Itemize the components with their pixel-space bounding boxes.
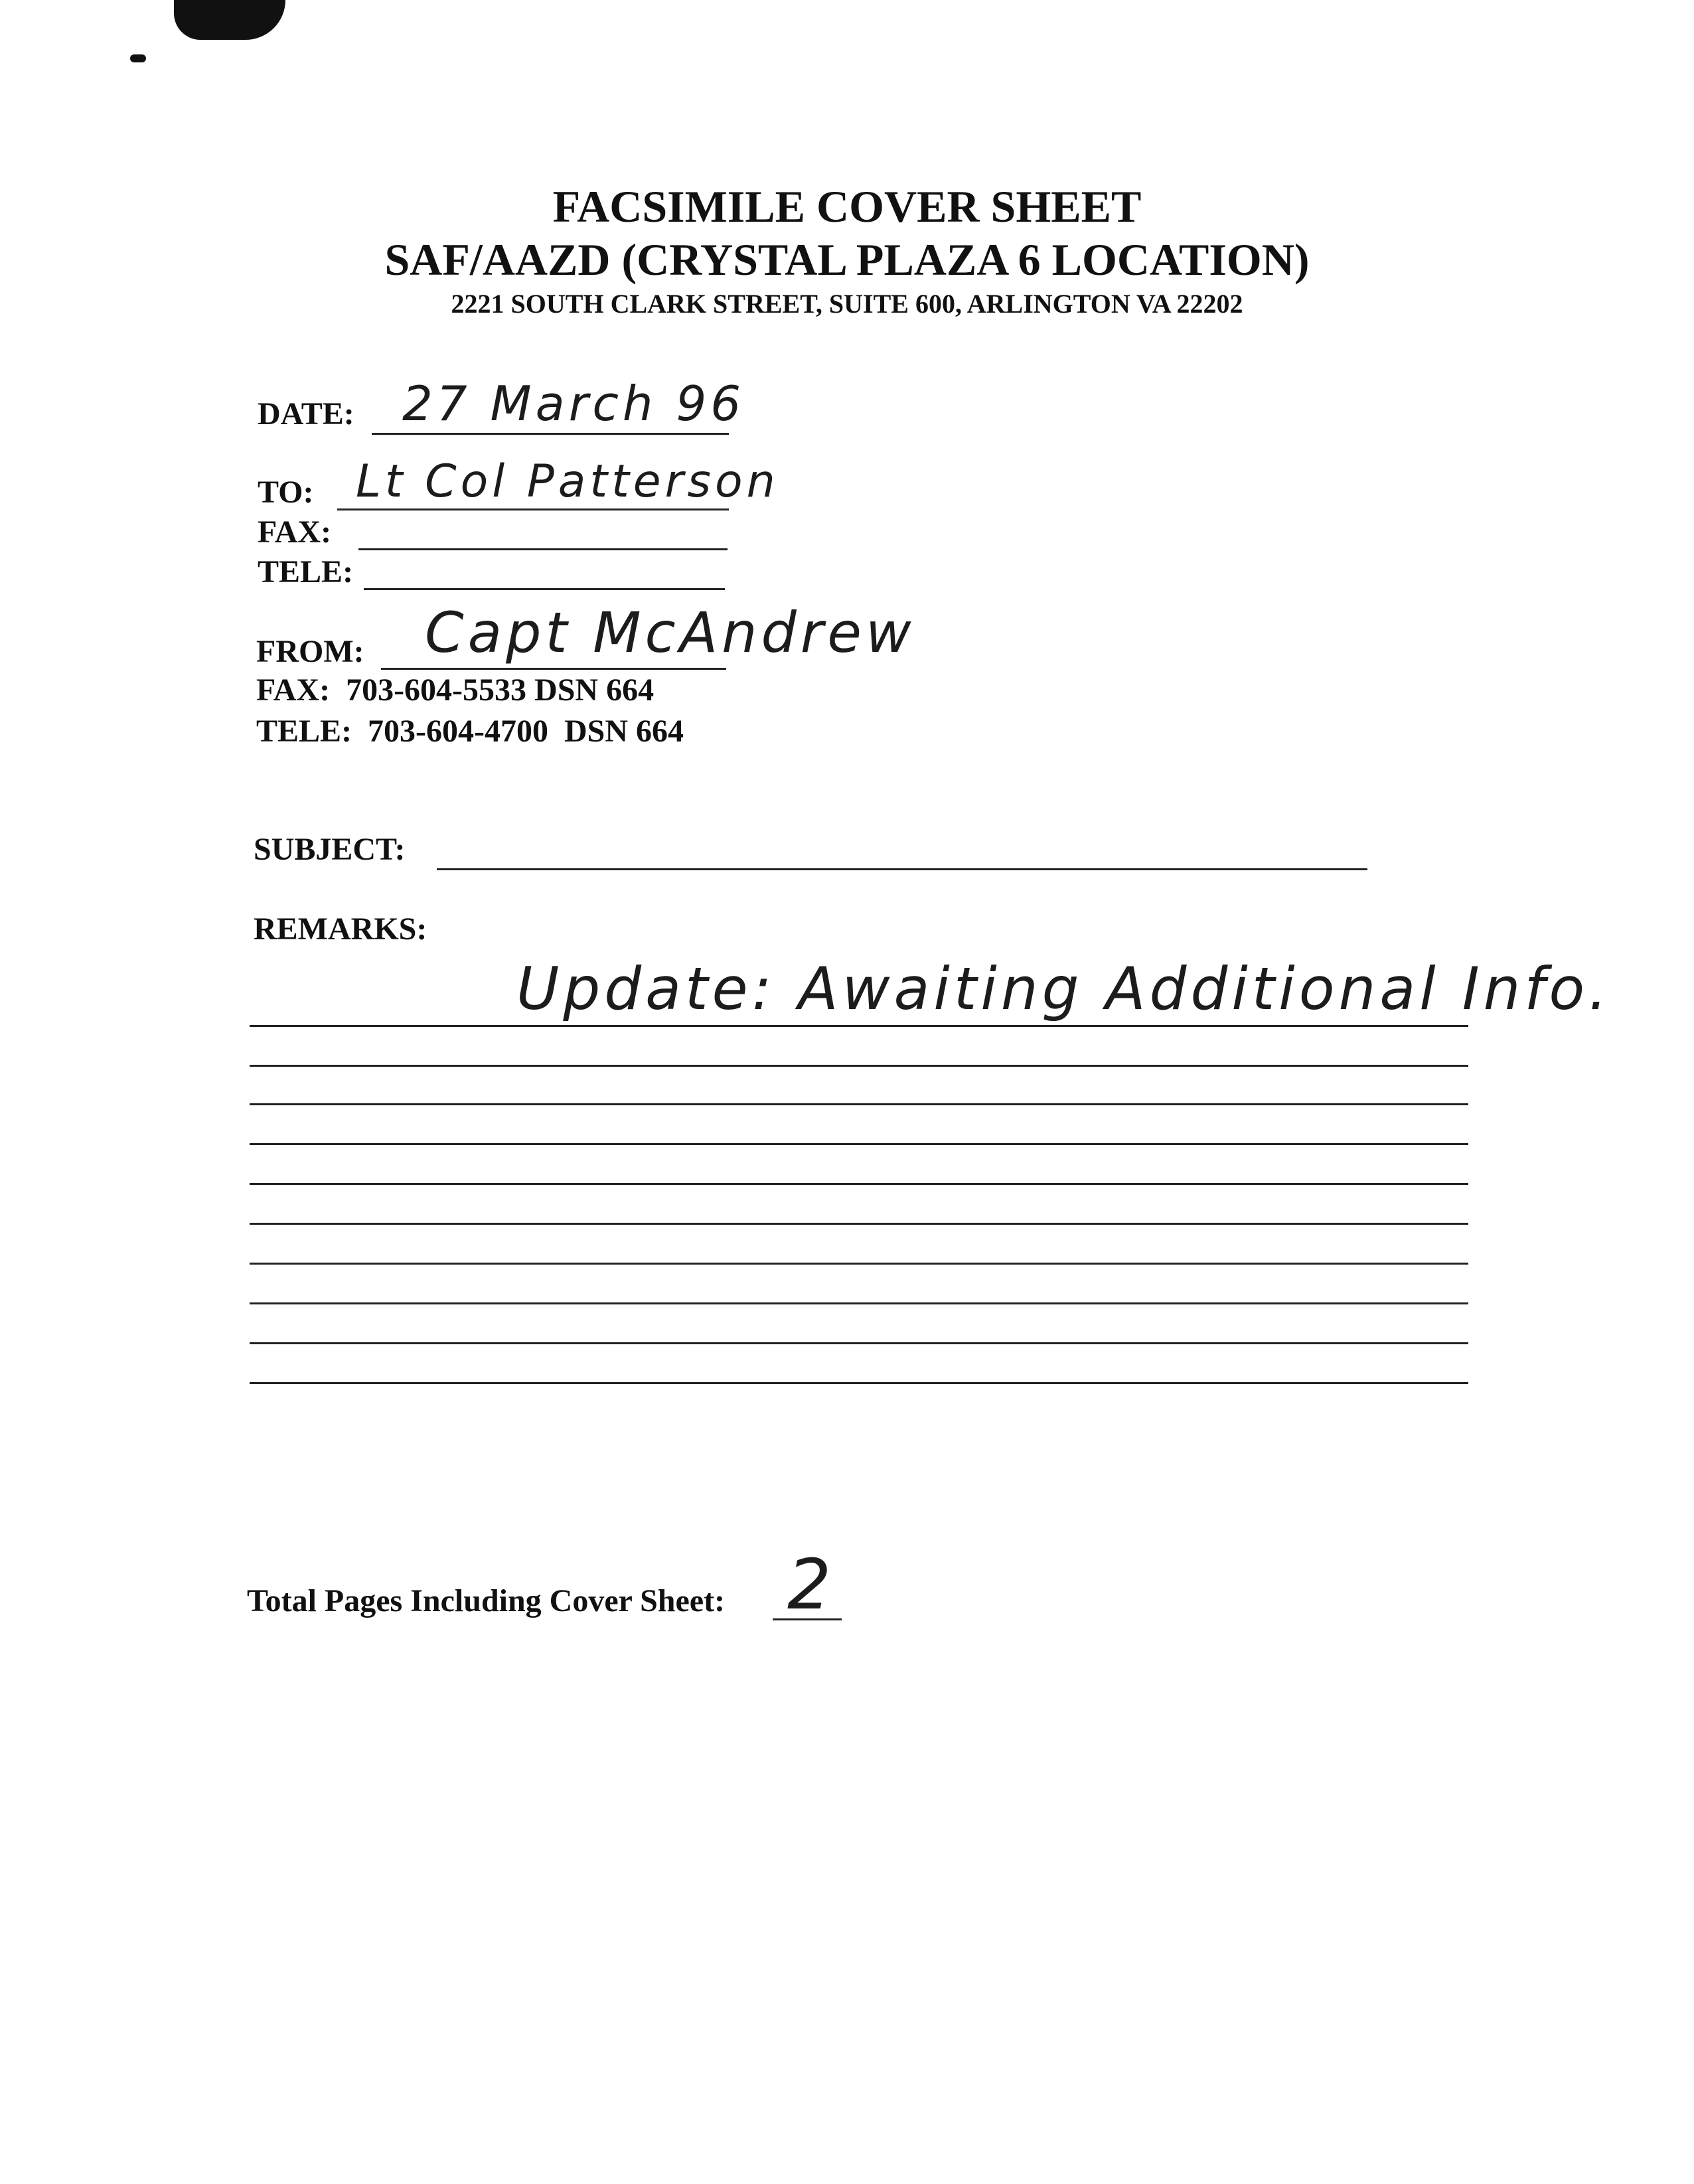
document-title: FACSIMILE COVER SHEET [552,181,1142,232]
remarks-line [250,1143,1468,1145]
from-handwritten: Capt McAndrew [425,600,915,665]
from-label: FROM: [256,634,364,669]
office-address: 2221 SOUTH CLARK STREET, SUITE 600, ARLINGTON VA 22202 [451,289,1243,319]
remarks-line [250,1025,1468,1027]
to-field-line [337,508,729,510]
remarks-line [250,1302,1468,1304]
remarks-handwritten: Update: Awaiting Additional Info. [516,955,1612,1023]
to-tele-label: TELE: [258,554,354,589]
from-field-line [381,668,726,670]
remarks-line [250,1342,1468,1344]
to-fax-field-line [358,548,728,550]
from-fax-line: FAX: 703-604-5533 DSN 664 [256,672,654,708]
remarks-label: REMARKS: [254,911,427,947]
ink-blot-artifact [174,0,285,40]
office-name: SAF/AAZD (CRYSTAL PLAZA 6 LOCATION) [384,234,1310,285]
subject-label: SUBJECT: [254,832,406,867]
remarks-line [250,1183,1468,1185]
to-tele-field-line [364,588,725,590]
total-pages-handwritten: 2 [787,1544,836,1625]
remarks-line [250,1103,1468,1105]
to-label: TO: [258,475,314,510]
date-handwritten: 27 March 96 [402,376,745,431]
remarks-line [250,1263,1468,1265]
to-fax-label: FAX: [258,514,332,550]
subject-field-line [437,868,1367,870]
ink-speck-artifact [130,54,146,62]
remarks-line [250,1382,1468,1384]
remarks-line [250,1065,1468,1067]
from-tele-line: TELE: 703-604-4700 DSN 664 [256,714,684,749]
date-field-line [372,433,729,435]
date-label: DATE: [258,396,354,431]
total-pages-label: Total Pages Including Cover Sheet: [247,1583,726,1618]
to-handwritten: Lt Col Patterson [356,455,779,508]
remarks-line [250,1223,1468,1225]
